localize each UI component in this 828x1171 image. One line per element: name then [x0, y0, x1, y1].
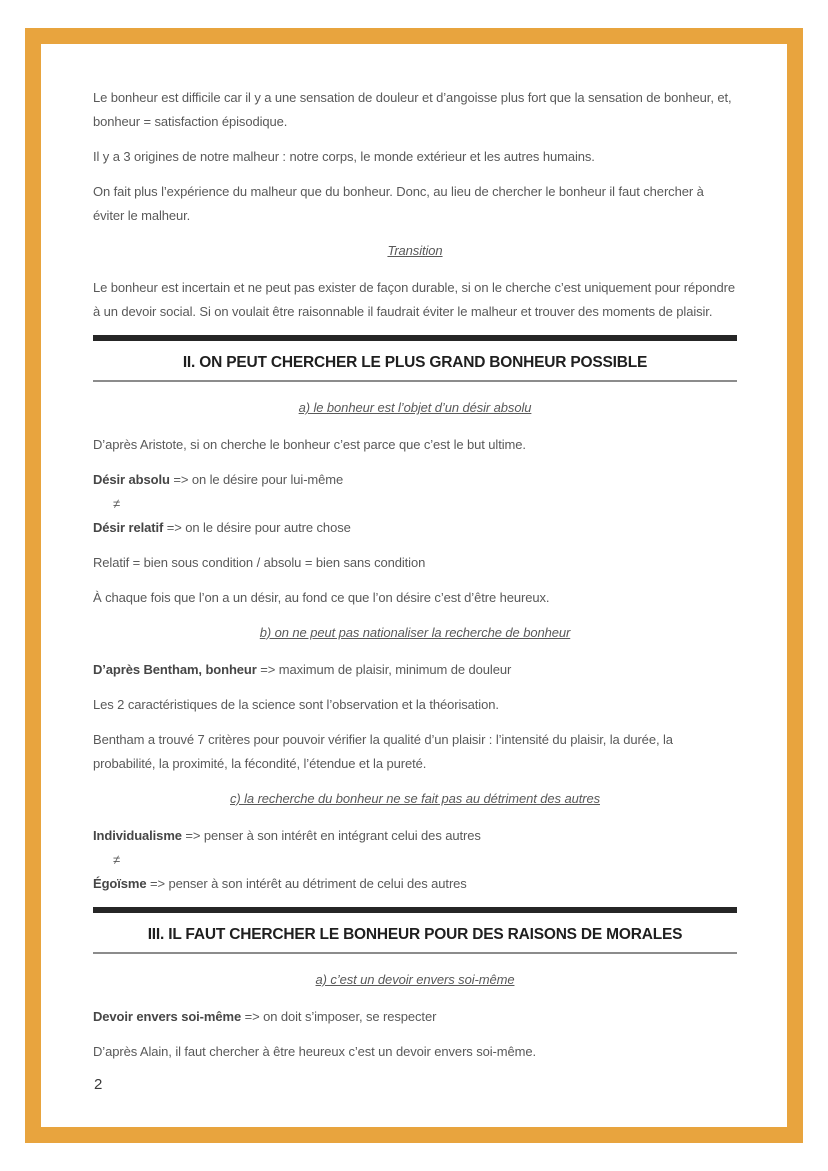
definition-text: => maximum de plaisir, minimum de douleur — [256, 662, 512, 677]
definition-group — [93, 1005, 737, 1029]
definition-text: => on doit s’imposer, se respecter — [241, 1009, 437, 1024]
paragraph: D’après Alain, il faut chercher à être heureux c’est un devoir envers soi-même. — [93, 1044, 536, 1059]
definition-text: => on le désire pour lui-même — [169, 472, 344, 487]
subsection-heading: a) c’est un devoir envers soi-même — [315, 972, 515, 987]
subsection-heading: a) le bonheur est l’objet d’un désir absolu — [298, 400, 532, 415]
definition-term: Désir relatif — [93, 520, 164, 535]
paragraph: Bentham a trouvé 7 critères pour pouvoir vérifier la qualité d’un plaisir : l’intensité du plaisir, la durée, la probabilité, la proximité, la fécondité, l’étendue et la pureté. — [93, 732, 673, 771]
definition-group — [93, 468, 737, 540]
page-number: 2 — [94, 1076, 103, 1093]
definition-text: => on le désire pour autre chose — [163, 520, 351, 535]
paragraph: À chaque fois que l’on a un désir, au fond ce que l’on désire c’est d’être heureux. — [93, 590, 550, 605]
section-heading: II. ON PEUT CHERCHER LE PLUS GRAND BONHEUR POSSIBLE — [182, 354, 648, 371]
definition-term: Égoïsme — [93, 876, 147, 891]
section-heading: III. IL FAUT CHERCHER LE BONHEUR POUR DES RAISONS DE MORALES — [147, 926, 683, 943]
section-divider-top — [93, 335, 737, 341]
section-heading-block — [93, 907, 737, 954]
paragraph: Le bonheur est incertain et ne peut pas exister de façon durable, si on le cherche c’est uniquement pour répondre à un devoir social. Si on voulait être raisonnable il faudrait éviter le malheur et trouver des moments de plaisir. — [93, 280, 736, 319]
paragraph: On fait plus l’expérience du malheur que du bonheur. Donc, au lieu de chercher le bonheur il faut chercher à éviter le malheur. — [93, 184, 704, 223]
definition-line — [93, 516, 737, 540]
paragraph: Les 2 caractéristiques de la science sont l’observation et la théorisation. — [93, 697, 499, 712]
paragraph: Le bonheur est difficile car il y a une sensation de douleur et d’angoisse plus fort que la sensation de bonheur, et, bonheur = satisfaction épisodique. — [93, 90, 732, 129]
definition-line — [93, 824, 737, 848]
definition-group — [93, 658, 737, 682]
section-divider-top — [93, 907, 737, 913]
paragraph: Relatif = bien sous condition / absolu = bien sans condition — [93, 555, 426, 570]
definition-term: Devoir envers soi-même — [93, 1009, 242, 1024]
section-heading-block — [93, 335, 737, 382]
definition-term: Individualisme — [93, 828, 182, 843]
subsection-heading: c) la recherche du bonheur ne se fait pas au détriment des autres — [230, 791, 600, 806]
subsection-heading: b) on ne peut pas nationaliser la recherche de bonheur — [259, 625, 571, 640]
section-divider-bottom — [93, 952, 737, 954]
paragraph: D’après Aristote, si on cherche le bonheur c’est parce que c’est le but ultime. — [93, 437, 526, 452]
definition-term: D’après Bentham, bonheur — [93, 662, 257, 677]
section-divider-bottom — [93, 380, 737, 382]
definition-line — [93, 468, 737, 492]
paragraph: Il y a 3 origines de notre malheur : notre corps, le monde extérieur et les autres humains. — [93, 149, 595, 164]
definition-term: Désir absolu — [93, 472, 170, 487]
page-frame — [25, 28, 803, 1143]
not-equal-symbol: ≠ — [113, 852, 121, 867]
transition-heading: Transition — [387, 243, 443, 258]
definition-text: => penser à son intérêt en intégrant celui des autres — [181, 828, 481, 843]
definition-line — [93, 872, 737, 896]
definition-line — [93, 1005, 737, 1029]
definition-line — [93, 658, 737, 682]
not-equal-symbol: ≠ — [113, 496, 121, 511]
definition-group — [93, 824, 737, 896]
definition-text: => penser à son intérêt au détriment de celui des autres — [146, 876, 467, 891]
document-content — [41, 44, 787, 1127]
